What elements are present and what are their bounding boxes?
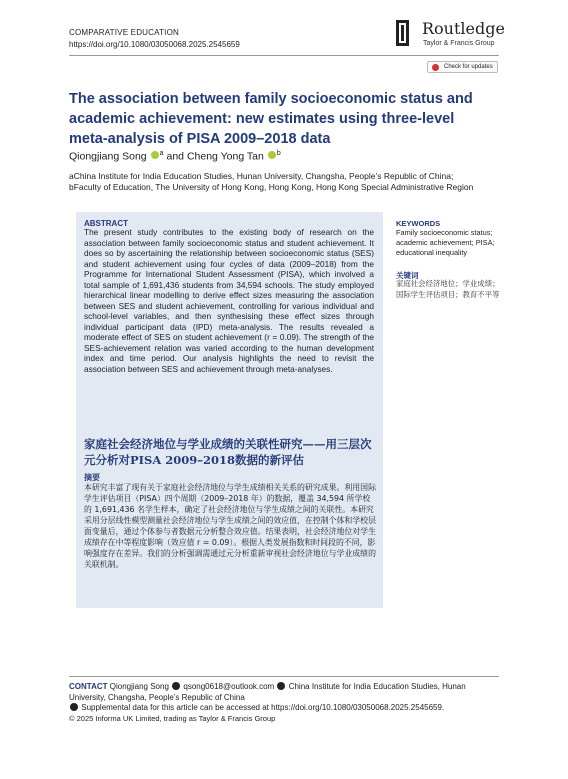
keywords-heading: KEYWORDS: [396, 219, 441, 228]
contact-email-link[interactable]: qsong0618@outlook.com: [183, 682, 275, 691]
info-icon: [70, 703, 78, 711]
affiliation-b: bFaculty of Education, The University of Hong Kong, Hong Kong, Hong Kong Special Administrative Region: [69, 182, 474, 192]
keywords-text: Family socioeconomic status; academic achievement; PISA; educational inequality: [396, 228, 495, 257]
article-title: The association between family socioeconomic status and academic achievement: new estimates using three-level meta-analysis of PISA 2009–2018 data: [69, 91, 473, 147]
contact-name: Qiongjiang Song: [109, 682, 169, 691]
chinese-title: 家庭社会经济地位与学业成绩的关联性研究——用三层次元分析对PISA 2009–2018数据的新评估: [84, 437, 372, 467]
email-icon: [172, 682, 180, 690]
publisher-logo: [396, 18, 506, 52]
supplemental-text[interactable]: Supplemental data for this article can be accessed at https://doi.org/10.1080/03050068.2025.2545659.: [81, 703, 445, 712]
affiliation-a: aChina Institute for India Education Studies, Hunan University, Changsha, People’s Republic of China;: [69, 171, 454, 181]
author-name[interactable]: Qiongjiang Song: [69, 150, 147, 163]
affiliation-marker: b: [276, 150, 281, 157]
crossmark-icon: [432, 64, 439, 71]
abstract-text: The present study contributes to the existing body of research on the association between family socioeconomic status and student achievement. It does so by ascertaining the relationship between socioeconomic status (SES) and student achievement using four cycles of data (2009–2018) from the Programme for International Student Assessment (PISA), which involved a total sample of 1,691,436 students from 34,594 schools. The study employed hierarchical linear modelling to derive effect sizes measuring the association between SES and student achievement, controlling for various individual and school-level variables, and then synthesising these effect sizes through individual participant data (IPD) meta-analysis. The results revealed a moderate effect of SES on student achievement (r = 0.09). The strength of the SES-achievement relation was varied according to the human development index and time period. Our analysis highlights the need to revisit the association between SES and achievement through meta-analyses.: [84, 227, 374, 374]
institution-icon: [277, 682, 285, 690]
author-conjunction: and: [166, 150, 185, 163]
footer-divider: [69, 676, 499, 677]
chinese-abstract-text: 本研究丰富了现有关于家庭社会经济地位与学生成绩相关关系的研究成果。利用国际学生评估项目（PISA）四个周期（2009–2018 年）的数据，覆盖 34,594 所学校的 1,691,436 名学生样本，确定了社会经济地位与学生成绩之间的关联性。本研究采用分层线性模型测量社会经济地位与学生成绩之间的效应值，在控制个体和学校层面变量后，通过个体参与者数据元分析整合效应值。结果表明，社会经济地位对学生成绩存在中等程度影响（效应值 r = 0.09）。根据人类发展指数和时间段的不同，影响强度存在差异。我们的分析强调需通过元分析重新审视社会经济地位与学业成绩的关联机制。: [84, 483, 376, 569]
author-name[interactable]: Cheng Yong Tan: [186, 150, 264, 163]
publisher-subtitle: Taylor & Francis Group: [423, 40, 495, 47]
header-divider: [69, 55, 499, 56]
contact-info: [69, 681, 499, 703]
routledge-mark-icon: [396, 20, 409, 46]
contact-label: CONTACT: [69, 682, 108, 691]
journal-name: COMPARATIVE EDUCATION: [69, 28, 179, 37]
chinese-abstract-heading: 摘要: [84, 473, 100, 482]
orcid-icon[interactable]: [268, 151, 276, 159]
contact-affiliation: China Institute for India Education Studies, Hunan University, Changsha, People’s Republic of China: [69, 682, 466, 702]
check-for-updates-label: Check for updates: [444, 64, 493, 70]
check-for-updates-button[interactable]: [427, 61, 498, 73]
supplemental-note: [69, 703, 499, 712]
chinese-keywords-heading: 关键词: [396, 271, 419, 280]
orcid-icon[interactable]: [151, 151, 159, 159]
abstract-heading: ABSTRACT: [84, 219, 128, 228]
article-doi-link[interactable]: https://doi.org/10.1080/03050068.2025.2545659: [69, 40, 240, 49]
publisher-name: Routledge: [422, 19, 505, 38]
author-list: [69, 150, 281, 163]
copyright-notice: © 2025 Informa UK Limited, trading as Taylor & Francis Group: [69, 714, 276, 723]
affiliation-marker: a: [159, 150, 164, 157]
chinese-keywords-text: 家庭社会经济地位；学业成绩；国际学生评估项目；教育不平等: [396, 279, 500, 299]
